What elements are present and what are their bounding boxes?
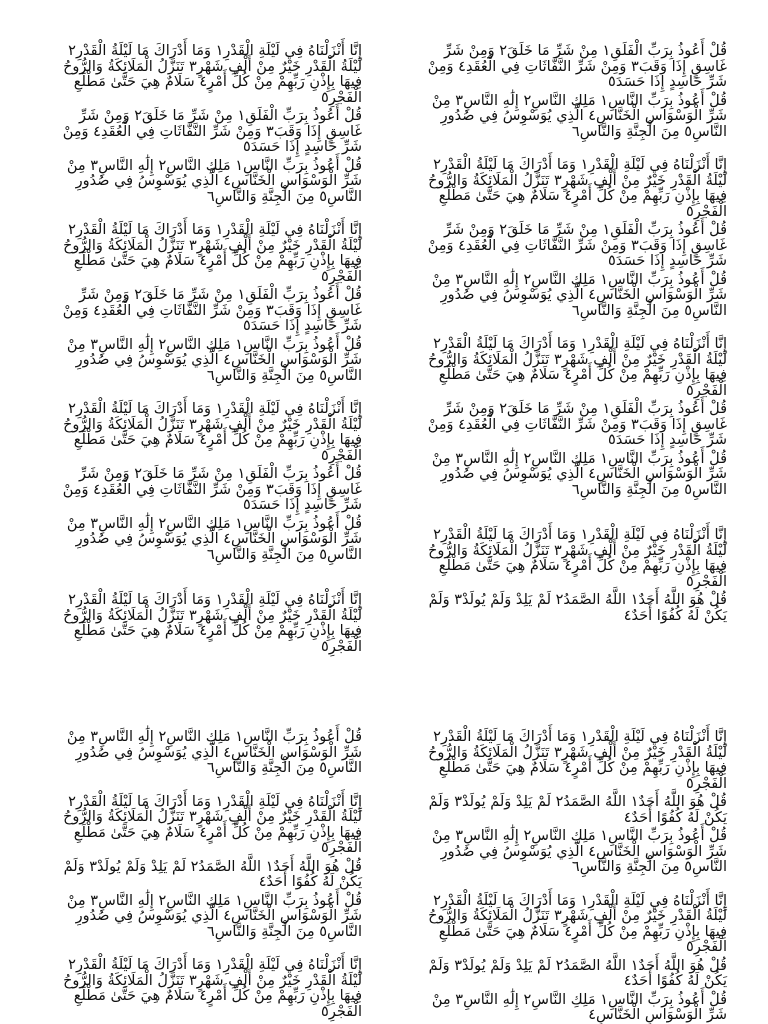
verse-paragraph: قُلْ أَعُوذُ بِرَبِّ النَّاسِ١ مَلِكِ النَّاسِ٢ إِلَٰهِ النَّاسِ٣ مِنْ شَرِّ الْوَسْوَاسِ الْخَنَّاسِ٤ الَّذِي يُوَسْوِسُ فِي صُدُورِ النَّاسِ٥ مِنَ الْجِنَّةِ وَالنَّاسِ٦	[66, 892, 362, 940]
verse-paragraph: إِنَّا أَنْزَلْنَاهُ فِي لَيْلَةِ الْقَدْرِ١ وَمَا أَدْرَاكَ مَا لَيْلَةُ الْقَدْرِ٢ لَيْلَةُ الْقَدْرِ خَيْرٌ مِنْ أَلْفِ شَهْرٍ٣ تَنَزَّلُ الْمَلَائِكَةُ وَالرُّوحُ فِيهَا بِإِذْنِ رَبِّهِمْ مِنْ كُلِّ أَمْرٍ٤ سَلَامٌ هِيَ حَتَّىٰ مَطْلَعِ الْفَجْرِ٥	[63, 401, 362, 464]
verse-paragraph: قُلْ أَعُوذُ بِرَبِّ النَّاسِ١ مَلِكِ النَّاسِ٢ إِلَٰهِ النَّاسِ٣ مِنْ شَرِّ الْوَسْوَاسِ الْخَنَّاسِ٤ الَّذِي يُوَسْوِسُ فِي صُدُورِ النَّاسِ٥ مِنَ الْجِنَّةِ وَالنَّاسِ٦	[66, 157, 362, 205]
page-bottom-left-column	[47, 730, 362, 1024]
verse-paragraph: إِنَّا أَنْزَلْنَاهُ فِي لَيْلَةِ الْقَدْرِ١ وَمَا أَدْرَاكَ مَا لَيْلَةُ الْقَدْرِ٢ لَيْلَةُ الْقَدْرِ خَيْرٌ مِنْ أَلْفِ شَهْرٍ٣ تَنَزَّلُ الْمَلَائِكَةُ وَالرُّوحُ فِيهَا بِإِذْنِ رَبِّهِمْ مِنْ كُلِّ أَمْرٍ٤ سَلَامٌ هِيَ حَتَّىٰ مَطْلَعِ الْفَجْرِ٥	[428, 729, 727, 792]
verse-paragraph: قُلْ أَعُوذُ بِرَبِّ النَّاسِ١ مَلِكِ النَّاسِ٢ إِلَٰهِ النَّاسِ٣ مِنْ شَرِّ الْوَسْوَاسِ الْخَنَّاسِ٤	[431, 991, 727, 1023]
verse-paragraph: إِنَّا أَنْزَلْنَاهُ فِي لَيْلَةِ الْقَدْرِ١ وَمَا أَدْرَاكَ مَا لَيْلَةُ الْقَدْرِ٢ لَيْلَةُ الْقَدْرِ خَيْرٌ مِنْ أَلْفِ شَهْرٍ٣ تَنَزَّلُ الْمَلَائِكَةُ وَالرُّوحُ فِيهَا بِإِذْنِ رَبِّهِمْ مِنْ كُلِّ أَمْرٍ٤ سَلَامٌ هِيَ حَتَّىٰ مَطْلَعِ الْفَجْرِ٥	[428, 892, 727, 955]
verse-paragraph: قُلْ أَعُوذُ بِرَبِّ الْفَلَقِ١ مِنْ شَرِّ مَا خَلَقَ٢ وَمِنْ شَرِّ غَاسِقٍ إِذَا وَقَبَ٣ وَمِنْ شَرِّ النَّفَّاثَاتِ فِي الْعُقَدِ٤ وَمِنْ شَرِّ حَاسِدٍ إِذَا حَسَدَ٥	[427, 222, 727, 269]
verse-paragraph: قُلْ أَعُوذُ بِرَبِّ النَّاسِ١ مَلِكِ النَّاسِ٢ إِلَٰهِ النَّاسِ٣ مِنْ شَرِّ الْوَسْوَاسِ الْخَنَّاسِ٤ الَّذِي يُوَسْوِسُ فِي صُدُورِ النَّاسِ٥ مِنَ الْجِنَّةِ وَالنَّاسِ٦	[431, 92, 727, 140]
verse-paragraph: إِنَّا أَنْزَلْنَاهُ فِي لَيْلَةِ الْقَدْرِ١ وَمَا أَدْرَاكَ مَا لَيْلَةُ الْقَدْرِ٢ لَيْلَةُ الْقَدْرِ خَيْرٌ مِنْ أَلْفِ شَهْرٍ٣ تَنَزَّلُ الْمَلَائِكَةُ وَالرُّوحُ فِيهَا بِإِذْنِ رَبِّهِمْ مِنْ كُلِّ أَمْرٍ٤ سَلَامٌ هِيَ حَتَّىٰ مَطْلَعِ الْفَجْرِ٥	[63, 957, 362, 1020]
verse-paragraph: قُلْ أَعُوذُ بِرَبِّ الْفَلَقِ١ مِنْ شَرِّ مَا خَلَقَ٢ وَمِنْ شَرِّ غَاسِقٍ إِذَا وَقَبَ٣ وَمِنْ شَرِّ النَّفَّاثَاتِ فِي الْعُقَدِ٤ وَمِنْ شَرِّ حَاسِدٍ إِذَا حَسَدَ٥	[427, 43, 727, 90]
verse-paragraph: قُلْ هُوَ اللَّهُ أَحَدٌ١ اللَّهُ الصَّمَدُ٢ لَمْ يَلِدْ وَلَمْ يُولَدْ٣ وَلَمْ يَكُنْ لَهُ كُفُوًا أَحَدٌ٤	[63, 858, 362, 890]
verse-paragraph: قُلْ أَعُوذُ بِرَبِّ النَّاسِ١ مَلِكِ النَّاسِ٢ إِلَٰهِ النَّاسِ٣ مِنْ شَرِّ الْوَسْوَاسِ الْخَنَّاسِ٤ الَّذِي يُوَسْوِسُ فِي صُدُورِ النَّاسِ٥ مِنَ الْجِنَّةِ وَالنَّاسِ٦	[431, 450, 727, 498]
verse-paragraph: قُلْ أَعُوذُ بِرَبِّ النَّاسِ١ مَلِكِ النَّاسِ٢ إِلَٰهِ النَّاسِ٣ مِنْ شَرِّ الْوَسْوَاسِ الْخَنَّاسِ٤ الَّذِي يُوَسْوِسُ فِي صُدُورِ النَّاسِ٥ مِنَ الْجِنَّةِ وَالنَّاسِ٦	[431, 828, 727, 875]
verse-paragraph: إِنَّا أَنْزَلْنَاهُ فِي لَيْلَةِ الْقَدْرِ١ وَمَا أَدْرَاكَ مَا لَيْلَةُ الْقَدْرِ٢ لَيْلَةُ الْقَدْرِ خَيْرٌ مِنْ أَلْفِ شَهْرٍ٣ تَنَزَّلُ الْمَلَائِكَةُ وَالرُّوحُ فِيهَا بِإِذْنِ رَبِّهِمْ مِنْ كُلِّ أَمْرٍ٤ سَلَامٌ هِيَ حَتَّىٰ مَطْلَعِ الْفَجْرِ٥	[428, 336, 727, 399]
verse-paragraph: قُلْ أَعُوذُ بِرَبِّ النَّاسِ١ مَلِكِ النَّاسِ٢ إِلَٰهِ النَّاسِ٣ مِنْ شَرِّ الْوَسْوَاسِ الْخَنَّاسِ٤ الَّذِي يُوَسْوِسُ فِي صُدُورِ النَّاسِ٥ مِنَ الْجِنَّةِ وَالنَّاسِ٦	[431, 271, 727, 319]
page-bottom-right-column	[412, 730, 727, 1024]
verse-paragraph: إِنَّا أَنْزَلْنَاهُ فِي لَيْلَةِ الْقَدْرِ١ وَمَا أَدْرَاكَ مَا لَيْلَةُ الْقَدْرِ٢ لَيْلَةُ الْقَدْرِ خَيْرٌ مِنْ أَلْفِ شَهْرٍ٣ تَنَزَّلُ الْمَلَائِكَةُ وَالرُّوحُ فِيهَا بِإِذْنِ رَبِّهِمْ مِنْ كُلِّ أَمْرٍ٤ سَلَامٌ هِيَ حَتَّىٰ مَطْلَعِ الْفَجْرِ٥	[428, 527, 727, 590]
verse-paragraph: إِنَّا أَنْزَلْنَاهُ فِي لَيْلَةِ الْقَدْرِ١ وَمَا أَدْرَاكَ مَا لَيْلَةُ الْقَدْرِ٢ لَيْلَةُ الْقَدْرِ خَيْرٌ مِنْ أَلْفِ شَهْرٍ٣ تَنَزَّلُ الْمَلَائِكَةُ وَالرُّوحُ فِيهَا بِإِذْنِ رَبِّهِمْ مِنْ كُلِّ أَمْرٍ٤ سَلَامٌ هِيَ حَتَّىٰ مَطْلَعِ الْفَجْرِ٥	[63, 793, 362, 856]
verse-paragraph: قُلْ أَعُوذُ بِرَبِّ الْفَلَقِ١ مِنْ شَرِّ مَا خَلَقَ٢ وَمِنْ شَرِّ غَاسِقٍ إِذَا وَقَبَ٣ وَمِنْ شَرِّ النَّفَّاثَاتِ فِي الْعُقَدِ٤ وَمِنْ شَرِّ حَاسِدٍ إِذَا حَسَدَ٥	[427, 401, 727, 448]
page-top-right-column	[412, 43, 727, 624]
verse-paragraph: قُلْ أَعُوذُ بِرَبِّ الْفَلَقِ١ مِنْ شَرِّ مَا خَلَقَ٢ وَمِنْ شَرِّ غَاسِقٍ إِذَا وَقَبَ٣ وَمِنْ شَرِّ النَّفَّاثَاتِ فِي الْعُقَدِ٤ وَمِنْ شَرِّ حَاسِدٍ إِذَا حَسَدَ٥	[62, 466, 362, 513]
page-top-left-column	[47, 43, 362, 655]
verse-paragraph: قُلْ هُوَ اللَّهُ أَحَدٌ١ اللَّهُ الصَّمَدُ٢ لَمْ يَلِدْ وَلَمْ يُولَدْ٣ وَلَمْ يَكُنْ لَهُ كُفُوًا أَحَدٌ٤	[428, 957, 727, 989]
verse-paragraph: قُلْ أَعُوذُ بِرَبِّ النَّاسِ١ مَلِكِ النَّاسِ٢ إِلَٰهِ النَّاسِ٣ مِنْ شَرِّ الْوَسْوَاسِ الْخَنَّاسِ٤ الَّذِي يُوَسْوِسُ فِي صُدُورِ النَّاسِ٥ مِنَ الْجِنَّةِ وَالنَّاسِ٦	[66, 515, 362, 563]
verse-paragraph: إِنَّا أَنْزَلْنَاهُ فِي لَيْلَةِ الْقَدْرِ١ وَمَا أَدْرَاكَ مَا لَيْلَةُ الْقَدْرِ٢ لَيْلَةُ الْقَدْرِ خَيْرٌ مِنْ أَلْفِ شَهْرٍ٣ تَنَزَّلُ الْمَلَائِكَةُ وَالرُّوحُ فِيهَا بِإِذْنِ رَبِّهِمْ مِنْ كُلِّ أَمْرٍ٤ سَلَامٌ هِيَ حَتَّىٰ مَطْلَعِ الْفَجْرِ٥	[428, 157, 727, 220]
verse-paragraph: قُلْ هُوَ اللَّهُ أَحَدٌ١ اللَّهُ الصَّمَدُ٢ لَمْ يَلِدْ وَلَمْ يُولَدْ٣ وَلَمْ يَكُنْ لَهُ كُفُوًا أَحَدٌ٤	[428, 592, 727, 624]
verse-paragraph: قُلْ أَعُوذُ بِرَبِّ الْفَلَقِ١ مِنْ شَرِّ مَا خَلَقَ٢ وَمِنْ شَرِّ غَاسِقٍ إِذَا وَقَبَ٣ وَمِنْ شَرِّ النَّفَّاثَاتِ فِي الْعُقَدِ٤ وَمِنْ شَرِّ حَاسِدٍ إِذَا حَسَدَ٥	[62, 287, 362, 334]
verse-paragraph: قُلْ أَعُوذُ بِرَبِّ النَّاسِ١ مَلِكِ النَّاسِ٢ إِلَٰهِ النَّاسِ٣ مِنْ شَرِّ الْوَسْوَاسِ الْخَنَّاسِ٤ الَّذِي يُوَسْوِسُ فِي صُدُورِ النَّاسِ٥ مِنَ الْجِنَّةِ وَالنَّاسِ٦	[66, 729, 362, 776]
verse-paragraph: قُلْ أَعُوذُ بِرَبِّ النَّاسِ١ مَلِكِ النَّاسِ٢ إِلَٰهِ النَّاسِ٣ مِنْ شَرِّ الْوَسْوَاسِ الْخَنَّاسِ٤ الَّذِي يُوَسْوِسُ فِي صُدُورِ النَّاسِ٥ مِنَ الْجِنَّةِ وَالنَّاسِ٦	[66, 336, 362, 384]
verse-paragraph: إِنَّا أَنْزَلْنَاهُ فِي لَيْلَةِ الْقَدْرِ١ وَمَا أَدْرَاكَ مَا لَيْلَةُ الْقَدْرِ٢ لَيْلَةُ الْقَدْرِ خَيْرٌ مِنْ أَلْفِ شَهْرٍ٣ تَنَزَّلُ الْمَلَائِكَةُ وَالرُّوحُ فِيهَا بِإِذْنِ رَبِّهِمْ مِنْ كُلِّ أَمْرٍ٤ سَلَامٌ هِيَ حَتَّىٰ مَطْلَعِ الْفَجْرِ٥	[63, 222, 362, 285]
verse-paragraph: إِنَّا أَنْزَلْنَاهُ فِي لَيْلَةِ الْقَدْرِ١ وَمَا أَدْرَاكَ مَا لَيْلَةُ الْقَدْرِ٢ لَيْلَةُ الْقَدْرِ خَيْرٌ مِنْ أَلْفِ شَهْرٍ٣ تَنَزَّلُ الْمَلَائِكَةُ وَالرُّوحُ فِيهَا بِإِذْنِ رَبِّهِمْ مِنْ كُلِّ أَمْرٍ٤ سَلَامٌ هِيَ حَتَّىٰ مَطْلَعِ الْفَجْرِ٥	[63, 43, 362, 106]
verse-paragraph: قُلْ هُوَ اللَّهُ أَحَدٌ١ اللَّهُ الصَّمَدُ٢ لَمْ يَلِدْ وَلَمْ يُولَدْ٣ وَلَمْ يَكُنْ لَهُ كُفُوًا أَحَدٌ٤	[428, 794, 727, 826]
verse-paragraph: إِنَّا أَنْزَلْنَاهُ فِي لَيْلَةِ الْقَدْرِ١ وَمَا أَدْرَاكَ مَا لَيْلَةُ الْقَدْرِ٢ لَيْلَةُ الْقَدْرِ خَيْرٌ مِنْ أَلْفِ شَهْرٍ٣ تَنَزَّلُ الْمَلَائِكَةُ وَالرُّوحُ فِيهَا بِإِذْنِ رَبِّهِمْ مِنْ كُلِّ أَمْرٍ٤ سَلَامٌ هِيَ حَتَّىٰ مَطْلَعِ الْفَجْرِ٥	[63, 592, 362, 655]
verse-paragraph: قُلْ أَعُوذُ بِرَبِّ الْفَلَقِ١ مِنْ شَرِّ مَا خَلَقَ٢ وَمِنْ شَرِّ غَاسِقٍ إِذَا وَقَبَ٣ وَمِنْ شَرِّ النَّفَّاثَاتِ فِي الْعُقَدِ٤ وَمِنْ شَرِّ حَاسِدٍ إِذَا حَسَدَ٥	[62, 108, 362, 155]
